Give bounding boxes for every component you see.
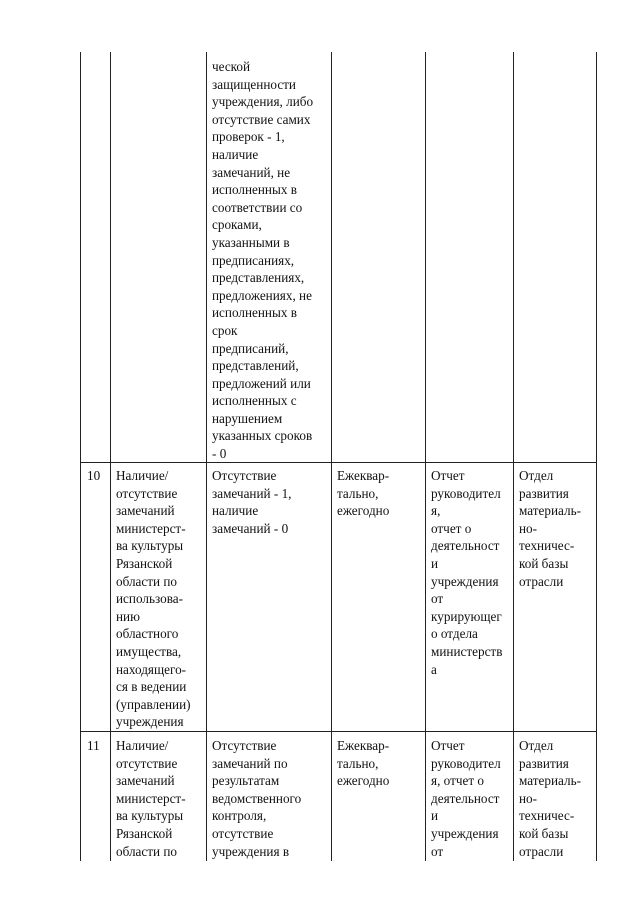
source-cell: Отчет руководител я, отчет о деятельност и учреждения от курирующег о отдела министерств а <box>431 468 503 677</box>
table-column-divider <box>513 52 514 861</box>
indicator-cell: Наличие/ отсутствие замечаний министерст- ва культуры Рязанской области по <box>116 738 186 859</box>
table-row-criteria-cell: ческой защищенности учреждения, либо отсутствие самих проверок - 1, наличие замечаний, не исполненных в соответствии со сроками, указанными в предписаниях, представлениях, предложениях, не исполненных в срок предписаний, представлений, предложений или исполненных с нарушением указанных сроков - 0 <box>212 59 314 462</box>
source-cell: Отчет руководител я, отчет о деятельност и учреждения от <box>431 738 501 859</box>
row-number: 10 <box>87 468 101 483</box>
table-column-divider <box>110 52 111 861</box>
responsible-cell: Отдел развития материаль- но- техничес- кой базы отрасли <box>519 738 581 859</box>
table-border-right <box>596 52 597 861</box>
criteria-cell: Отсутствие замечаний - 1, наличие замечаний - 0 <box>212 468 292 536</box>
criteria-cell: Отсутствие замечаний по результатам ведомственного контроля, отсутствие учреждения в <box>212 738 302 859</box>
table-row-divider <box>80 462 597 463</box>
table-border-left <box>80 52 81 861</box>
table-column-divider <box>206 52 207 861</box>
table-row-divider <box>80 731 597 732</box>
indicator-cell: Наличие/ отсутствие замечаний министерст- ва культуры Рязанской области по использова- нию областного имущества, находящего- ся в ведении (управлении) учреждения <box>116 468 191 730</box>
table-column-divider <box>331 52 332 861</box>
periodicity-cell: Ежеквар- тально, ежегодно <box>337 468 390 519</box>
table-column-divider <box>425 52 426 861</box>
responsible-cell: Отдел развития материаль- но- техничес- кой базы отрасли <box>519 468 581 589</box>
periodicity-cell: Ежеквар- тально, ежегодно <box>337 738 390 789</box>
row-number: 11 <box>87 738 100 753</box>
